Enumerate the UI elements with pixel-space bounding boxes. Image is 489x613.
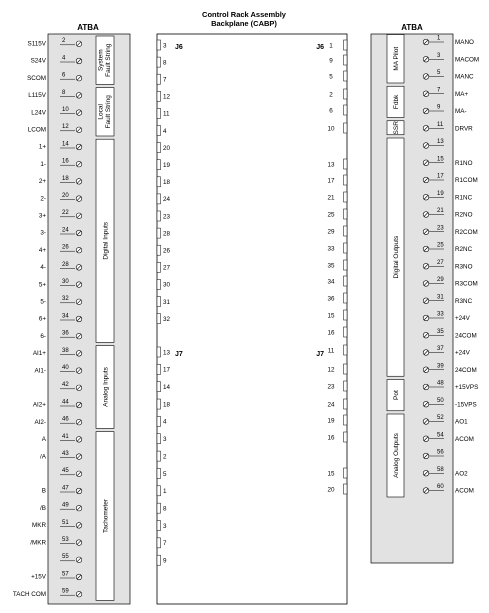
terminal-screw-icon: [423, 315, 429, 321]
right-terminal-label: MANC: [455, 73, 474, 81]
right-terminal-number: 60: [437, 484, 444, 491]
right-group-label: Analog Outputs: [393, 433, 400, 478]
terminal-screw-icon: [76, 540, 82, 546]
terminal-screw-icon: [423, 419, 429, 425]
right-terminal-number: 29: [437, 277, 444, 284]
backplane-j6-left-label: J6: [175, 44, 183, 51]
backplane-pin-number: 6: [329, 107, 333, 115]
backplane-pin-number: 1: [163, 488, 167, 496]
right-group: [387, 380, 404, 411]
backplane-pin-number: 5: [163, 470, 167, 478]
backplane-pin-number: 33: [327, 245, 335, 253]
left-terminal-label: L115V: [28, 92, 46, 100]
backplane-left-pin: [157, 297, 171, 307]
backplane-pin-number: 27: [163, 264, 171, 272]
backplane-pin-number: 36: [327, 295, 335, 303]
left-terminal-number: 22: [62, 210, 69, 217]
diagram-title-line1: Control Rack Assembly: [202, 10, 286, 19]
left-terminal-label: S24V: [30, 57, 46, 65]
right-terminal-label: 24COM: [455, 366, 477, 374]
left-terminal-label: LCOM: [27, 126, 46, 134]
left-terminal-label: 6-: [40, 332, 46, 340]
right-terminal-label: MANO: [455, 39, 474, 46]
right-terminal-number: 17: [437, 173, 444, 180]
terminal-screw-icon: [76, 144, 82, 150]
left-terminal-label: 3-: [40, 229, 46, 237]
left-group-label: Local: [97, 104, 105, 120]
terminal-screw-icon: [76, 505, 82, 511]
terminal-screw-icon: [76, 437, 82, 443]
right-terminal-label: R3COM: [455, 280, 478, 288]
left-terminal-label: +15V: [31, 573, 46, 581]
backplane-pin-number: 7: [163, 540, 167, 548]
backplane-pin-number: 23: [163, 213, 171, 221]
terminal-screw-icon: [423, 177, 429, 183]
diagram-title-line2: Backplane (CABP): [211, 19, 277, 28]
left-terminal-label: AI2+: [32, 401, 46, 409]
right-terminal-label: +15VPS: [455, 384, 479, 391]
backplane-left-pin: [157, 194, 171, 204]
terminal-screw-icon: [76, 333, 82, 339]
backplane-pin-number: 15: [327, 470, 335, 478]
backplane-pin-number: 4: [163, 418, 167, 426]
right-terminal-label: R2NC: [455, 246, 473, 253]
backplane-pin-number: 4: [163, 127, 167, 135]
terminal-screw-icon: [76, 402, 82, 408]
backplane-pin-number: 11: [327, 347, 335, 355]
terminal-screw-icon: [76, 230, 82, 236]
left-group: [96, 36, 114, 84]
terminal-screw-icon: [76, 591, 82, 597]
backplane-pin-number: 18: [163, 401, 171, 409]
backplane-pin-number: 35: [327, 262, 335, 270]
terminal-screw-icon: [76, 247, 82, 253]
left-atba-panel: [48, 34, 130, 604]
right-terminal-label: R3NO: [455, 263, 473, 271]
terminal-screw-icon: [76, 41, 82, 47]
backplane-pin-number: 7: [163, 76, 167, 84]
terminal-screw-icon: [423, 160, 429, 166]
left-atba-title: ATBA: [77, 23, 99, 32]
terminal-screw-icon: [423, 246, 429, 252]
backplane-pin-number: 14: [163, 384, 171, 391]
terminal-screw-icon: [76, 351, 82, 357]
left-terminal-label: AI1-: [34, 367, 46, 375]
terminal-screw-icon: [76, 75, 82, 81]
terminal-screw-icon: [76, 574, 82, 580]
left-terminal-label: 1-: [40, 160, 46, 168]
backplane-pin-number: 2: [329, 91, 333, 99]
left-terminal-label: 2+: [38, 178, 46, 186]
right-terminal-number: 25: [437, 242, 444, 249]
right-terminal-number: 9: [437, 104, 441, 111]
backplane-left-pin: [157, 211, 171, 221]
backplane-pin-number: 3: [163, 522, 167, 530]
left-terminal-number: 6: [62, 72, 66, 79]
left-terminal-number: 4: [62, 55, 66, 62]
left-terminal-label: B: [41, 487, 46, 495]
left-terminal-number: 47: [62, 485, 69, 492]
backplane-pin-number: 9: [329, 57, 333, 65]
right-terminal-number: 27: [437, 259, 444, 266]
backplane-pin-number: 5: [329, 73, 333, 81]
left-terminal-label: S115V: [27, 40, 46, 48]
backplane-pin-number: 30: [163, 281, 171, 289]
right-group-label: SSR: [393, 121, 400, 135]
left-terminal-label: /B: [40, 504, 46, 512]
backplane-pin-number: 28: [163, 230, 171, 238]
backplane-left-pin: [157, 177, 171, 187]
left-terminal-number: 14: [62, 141, 69, 148]
right-terminal-label: 24COM: [455, 332, 477, 340]
left-terminal-number: 55: [62, 554, 69, 561]
right-terminal-number: 54: [437, 432, 444, 439]
backplane-board: [157, 34, 347, 604]
backplane-pin-number: 8: [163, 59, 167, 67]
right-terminal-label: MA+: [455, 90, 469, 98]
backplane-pin-number: 32: [163, 315, 171, 323]
right-terminal-number: 37: [437, 346, 444, 353]
left-terminal-number: 40: [62, 365, 69, 371]
backplane-left-pin: [157, 143, 171, 153]
terminal-screw-icon: [76, 299, 82, 305]
backplane-pin-number: 16: [327, 434, 335, 442]
left-terminal-label: 1+: [38, 143, 46, 151]
right-terminal-number: 3: [437, 52, 441, 59]
right-terminal-number: 52: [437, 415, 444, 422]
right-terminal-number: 58: [437, 466, 444, 473]
left-terminal-label: MKR: [32, 522, 46, 530]
right-terminal-number: 50: [437, 397, 444, 404]
left-terminal-number: 26: [62, 244, 69, 251]
terminal-screw-icon: [76, 557, 82, 563]
left-terminal-number: 53: [62, 537, 69, 543]
terminal-screw-icon: [423, 143, 429, 149]
left-terminal-number: 10: [62, 107, 69, 113]
left-terminal-label: /A: [40, 453, 46, 461]
right-group: [387, 121, 404, 135]
backplane-pin-number: 26: [163, 247, 171, 255]
backplane-pin-number: 12: [327, 366, 335, 374]
backplane-left-pin: [157, 347, 171, 357]
terminal-screw-icon: [423, 56, 429, 62]
right-terminal-number: 5: [437, 70, 441, 77]
terminal-screw-icon: [76, 454, 82, 460]
terminal-screw-icon: [423, 74, 429, 80]
backplane-left-pin: [157, 91, 171, 101]
left-terminal-number: 20: [62, 193, 69, 199]
backplane-pin-number: 13: [163, 349, 171, 357]
terminal-screw-icon: [76, 523, 82, 529]
terminal-screw-icon: [423, 263, 429, 269]
left-group-label: Analog Inputs: [102, 367, 110, 407]
backplane-pin-number: 18: [163, 179, 171, 187]
terminal-screw-icon: [76, 161, 82, 167]
backplane-left-pin: [157, 245, 171, 255]
left-group-label: Tachometer: [102, 499, 110, 533]
backplane-pin-number: 2: [163, 453, 167, 461]
right-terminal-number: 23: [437, 225, 444, 232]
terminal-screw-icon: [76, 196, 82, 202]
left-terminal-label: 6+: [38, 315, 46, 323]
right-terminal-label: AO2: [455, 470, 468, 478]
left-terminal-number: 46: [62, 416, 69, 423]
terminal-screw-icon: [423, 453, 429, 459]
backplane-pin-number: 29: [327, 228, 335, 236]
terminal-screw-icon: [76, 93, 82, 99]
right-terminal-label: R1NO: [455, 159, 473, 167]
right-group-label: MA Pilot: [393, 46, 400, 71]
backplane-pin-number: 24: [163, 196, 171, 204]
right-terminal-number: 21: [437, 208, 444, 215]
left-terminal-number: 43: [62, 451, 69, 457]
right-terminal-label: R1COM: [455, 177, 478, 184]
left-terminal-number: 36: [62, 330, 69, 337]
backplane-j6-right-label: J6: [316, 44, 324, 51]
terminal-screw-icon: [76, 58, 82, 64]
right-terminal-number: 19: [437, 190, 444, 197]
backplane-left-pin: [157, 399, 171, 409]
left-group: [96, 88, 114, 136]
terminal-screw-icon: [76, 213, 82, 219]
right-group: [387, 35, 404, 84]
backplane-pin-number: 19: [327, 417, 335, 425]
backplane-pin-number: 15: [327, 312, 335, 320]
backplane-pin-number: 11: [163, 110, 170, 118]
left-terminal-number: 12: [62, 124, 69, 131]
right-terminal-number: 48: [437, 380, 444, 387]
terminal-screw-icon: [76, 110, 82, 116]
backplane-pin-number: 19: [163, 162, 171, 169]
right-terminal-number: 35: [437, 328, 444, 335]
backplane-pin-number: 9: [163, 557, 167, 565]
backplane-pin-number: 31: [163, 298, 171, 306]
backplane-left-pin: [157, 108, 170, 118]
left-terminal-number: 32: [62, 296, 69, 303]
left-group-boxes: [96, 36, 114, 600]
left-terminal-number: 42: [62, 382, 69, 389]
backplane-pin-number: 10: [327, 125, 335, 133]
right-terminal-label: R2NO: [455, 211, 473, 219]
left-terminal-label: 3+: [38, 212, 46, 220]
terminal-screw-icon: [423, 194, 429, 200]
terminal-screw-icon: [76, 471, 82, 477]
right-group-label: Fdbk: [393, 94, 400, 110]
left-terminal-label: AI2-: [34, 418, 46, 426]
terminal-screw-icon: [423, 39, 429, 45]
terminal-screw-icon: [76, 385, 82, 391]
backplane-pin-number: 24: [327, 401, 335, 409]
right-group: [387, 138, 404, 376]
terminal-screw-icon: [76, 265, 82, 271]
terminal-screw-icon: [76, 179, 82, 185]
terminal-screw-icon: [423, 470, 429, 476]
terminal-screw-icon: [76, 368, 82, 374]
left-terminal-label: 5-: [40, 298, 46, 306]
left-terminal-number: 51: [62, 519, 69, 526]
right-terminal-label: ACOM: [455, 487, 474, 495]
terminal-screw-icon: [76, 316, 82, 322]
left-terminal-number: 44: [62, 399, 69, 406]
right-terminal-label: MACOM: [455, 56, 480, 64]
right-terminal-label: R3NC: [455, 297, 473, 305]
backplane-j7-left-label: J7: [175, 351, 183, 358]
terminal-screw-icon: [423, 332, 429, 338]
right-terminal-number: 39: [437, 363, 444, 370]
terminal-screw-icon: [423, 212, 429, 218]
left-terminal-label: AI1+: [32, 350, 46, 358]
right-group: [387, 414, 404, 497]
right-terminal-label: R1NC: [455, 194, 473, 202]
left-group: [96, 139, 114, 342]
terminal-screw-icon: [423, 229, 429, 235]
left-group: [96, 346, 114, 429]
backplane-pin-number: 20: [163, 144, 171, 152]
terminal-screw-icon: [423, 281, 429, 287]
terminal-screw-icon: [423, 401, 429, 407]
terminal-screw-icon: [423, 384, 429, 390]
left-terminal-number: 18: [62, 175, 69, 182]
left-terminal-label: TACH COM: [12, 590, 46, 598]
right-group-label: Digital Outputs: [393, 235, 400, 279]
right-terminal-number: 13: [437, 139, 444, 146]
terminal-screw-icon: [423, 488, 429, 494]
backplane-pin-number: 34: [327, 278, 335, 286]
right-terminal-label: MA-: [455, 108, 467, 115]
terminal-screw-icon: [423, 436, 429, 442]
terminal-screw-icon: [423, 91, 429, 97]
terminal-screw-icon: [423, 125, 429, 131]
backplane-pin-number: 17: [327, 177, 335, 185]
left-terminal-number: 28: [62, 261, 69, 268]
right-terminal-number: 33: [437, 311, 444, 318]
right-terminal-number: 1: [437, 35, 441, 42]
left-terminal-label: 4+: [38, 246, 46, 254]
left-terminal-label: 2-: [40, 195, 46, 203]
right-group-label: Pot: [393, 390, 400, 401]
left-group-label: Fault String: [105, 43, 112, 77]
backplane-pin-number: 8: [163, 505, 167, 513]
backplane-pin-number: 13: [327, 161, 335, 169]
right-terminal-label: +24V: [455, 315, 470, 322]
left-terminal-number: 30: [62, 279, 69, 285]
right-terminal-label: ACOM: [455, 435, 474, 443]
terminal-screw-icon: [423, 108, 429, 114]
backplane-pin-number: 20: [327, 486, 335, 494]
backplane-pin-number: 25: [327, 211, 335, 219]
left-group: [96, 432, 114, 601]
terminal-screw-icon: [423, 367, 429, 373]
left-terminal-number: 41: [62, 433, 69, 440]
left-terminal-number: 8: [62, 89, 66, 96]
right-terminal-number: 56: [437, 449, 444, 456]
left-terminal-number: 57: [62, 571, 69, 578]
backplane-left-pin: [157, 314, 171, 324]
left-terminal-label: L24V: [31, 109, 46, 117]
backplane-left-pin: [157, 228, 171, 238]
backplane-pin-number: 23: [327, 383, 335, 391]
right-terminal-number: 7: [437, 87, 441, 94]
backplane-left-pin: [157, 160, 171, 170]
backplane-pin-number: 21: [327, 194, 335, 202]
left-terminal-number: 24: [62, 227, 69, 234]
backplane-pin-number: 3: [163, 42, 167, 50]
backplane-pin-number: 3: [163, 436, 167, 444]
backplane-pin-number: 17: [163, 366, 171, 374]
left-terminal-label: /MKR: [30, 539, 46, 547]
backplane-pin-number: 1: [329, 42, 333, 50]
backplane-left-pin: [157, 364, 171, 374]
left-group-label: Fault String: [105, 95, 112, 129]
backplane-left-pin: [157, 382, 171, 392]
right-group-boxes: [387, 35, 404, 498]
terminal-screw-icon: [76, 127, 82, 133]
terminal-screw-icon: [423, 350, 429, 356]
left-terminal-label: A: [41, 436, 46, 444]
backplane-pin-number: 12: [163, 93, 171, 101]
right-terminal-number: 11: [437, 121, 444, 128]
terminal-screw-icon: [76, 419, 82, 425]
left-terminal-number: 2: [62, 38, 66, 45]
backplane-left-pin: [157, 279, 171, 289]
right-terminal-label: R2COM: [455, 228, 478, 236]
left-terminal-number: 45: [62, 468, 69, 475]
right-terminal-number: 31: [437, 294, 444, 301]
backplane-left-pin: [157, 262, 171, 272]
backplane-pin-number: 16: [327, 329, 335, 337]
left-terminal-number: 59: [62, 588, 69, 595]
terminal-screw-icon: [76, 488, 82, 494]
right-group: [387, 86, 404, 117]
left-terminal-label: 4-: [40, 264, 46, 272]
right-terminal-label: DRVR: [455, 125, 473, 133]
left-group-label: Digital Inputs: [102, 222, 110, 260]
left-terminal-number: 16: [62, 158, 69, 165]
left-group-label: System: [97, 49, 105, 72]
left-terminal-label: SCOM: [27, 74, 46, 82]
terminal-screw-icon: [76, 282, 82, 288]
right-atba-title: ATBA: [401, 23, 423, 32]
left-terminal-number: 34: [62, 313, 69, 320]
right-terminal-label: -15VPS: [455, 401, 477, 409]
right-terminal-number: 15: [437, 156, 444, 163]
backplane-j7-right-label: J7: [316, 351, 324, 358]
right-terminal-label: AO1: [455, 418, 468, 426]
left-terminal-number: 49: [62, 502, 69, 509]
right-terminal-label: +24V: [455, 349, 470, 357]
left-terminal-label: 5+: [38, 281, 46, 289]
left-terminal-number: 38: [62, 347, 69, 354]
terminal-screw-icon: [423, 298, 429, 304]
